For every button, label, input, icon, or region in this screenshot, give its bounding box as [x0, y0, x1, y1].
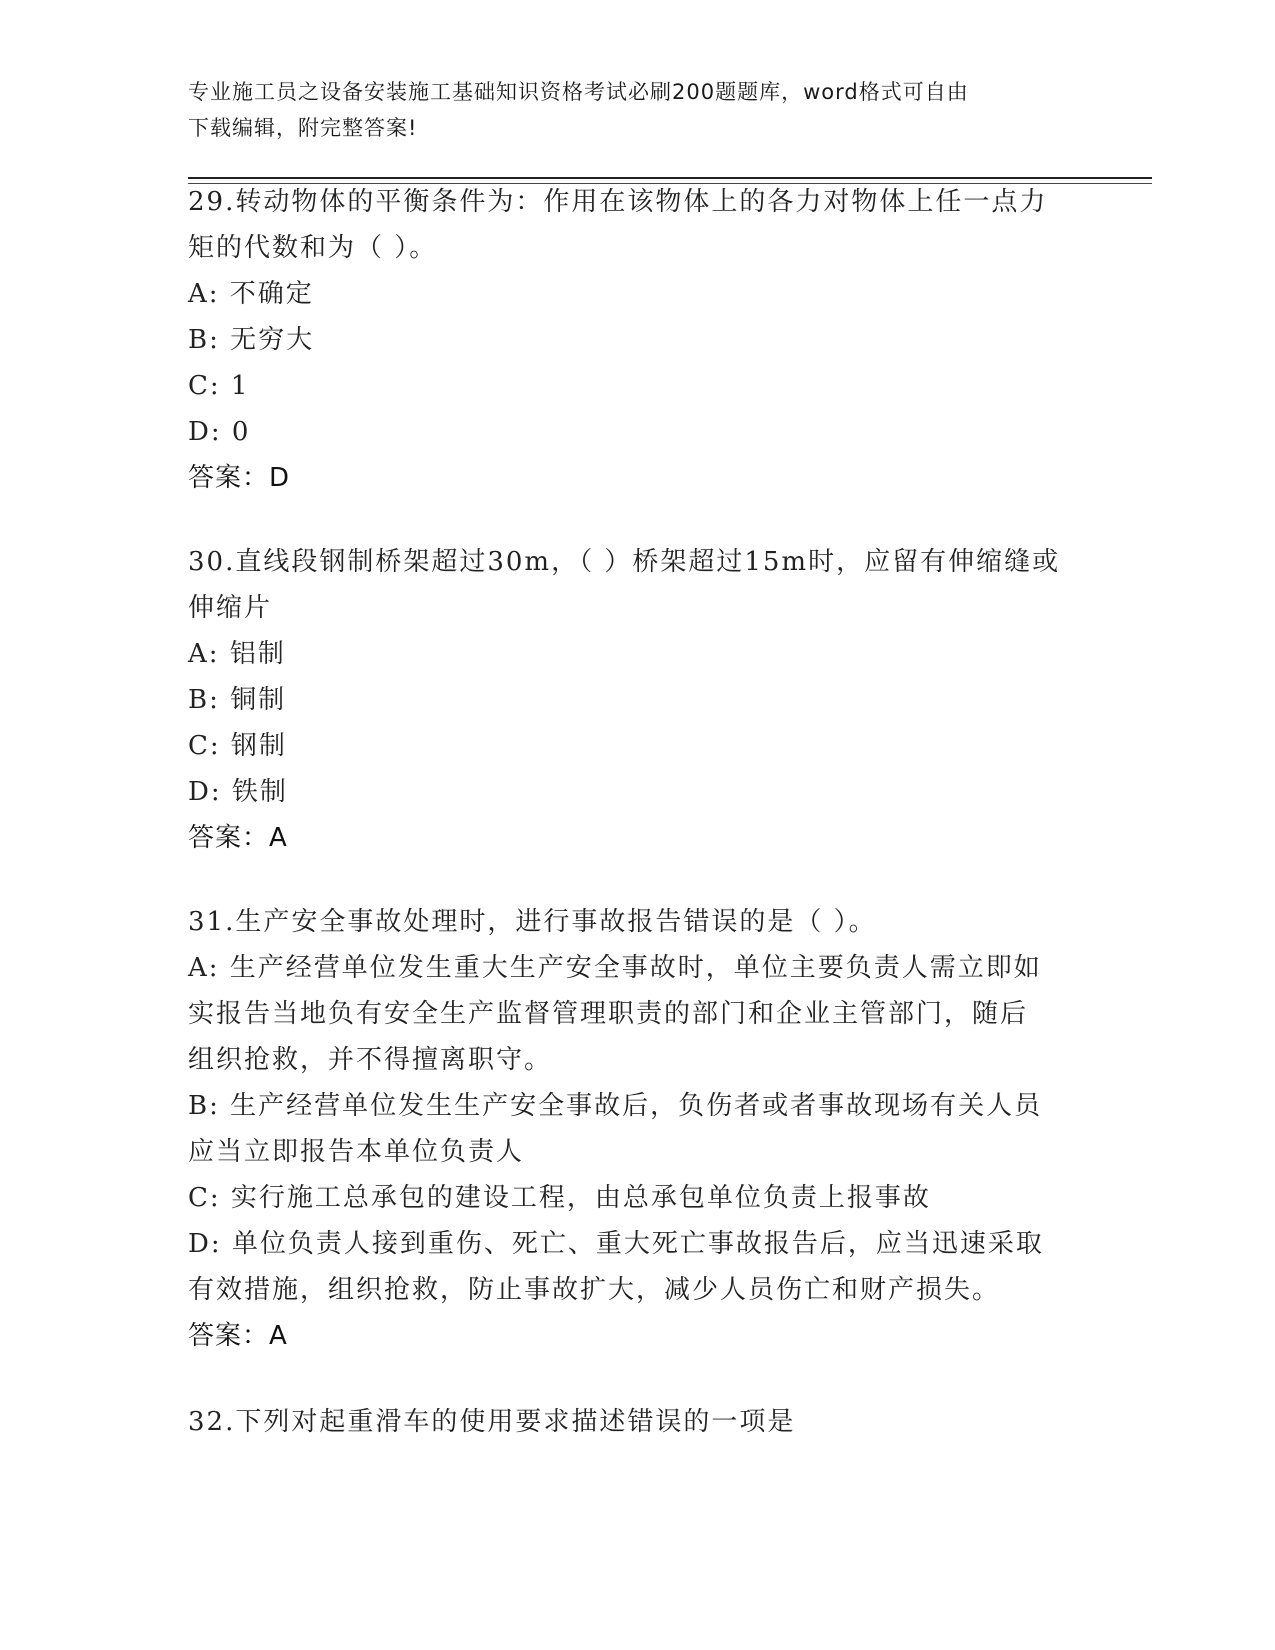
question-30	[188, 539, 1088, 861]
option-a-line: A: 生产经营单位发生重大生产安全事故时，单位主要负责人需立即如	[188, 953, 1042, 983]
answer-label: 答案：A	[188, 1321, 288, 1351]
option-d: D: 0	[188, 417, 251, 447]
header-line-1: 专业施工员之设备安装施工基础知识资格考试必刷200题题库，word格式可自由	[188, 80, 969, 104]
question-stem-line: 29.转动物体的平衡条件为：作用在该物体上的各力对物体上任一点力	[188, 187, 1048, 217]
option-b: B: 无穷大	[188, 325, 315, 355]
question-stem-line: 32.下列对起重滑车的使用要求描述错误的一项是	[188, 1407, 796, 1437]
option-d: D: 铁制	[188, 777, 288, 807]
option-b-line: 应当立即报告本单位负责人	[188, 1137, 525, 1167]
option-b: B: 铜制	[188, 685, 287, 715]
question-31	[188, 899, 1088, 1359]
option-a-line: 组织抢救，并不得擅离职守。	[188, 1045, 553, 1075]
option-c-line: C: 实行施工总承包的建设工程，由总承包单位负责上报事故	[188, 1183, 931, 1213]
option-a-line: 实报告当地负有安全生产监督管理职责的部门和企业主管部门，随后	[188, 999, 1029, 1029]
answer-label: 答案：A	[188, 823, 288, 853]
option-a: A: 不确定	[188, 279, 314, 309]
question-29	[188, 179, 1088, 501]
header-line-2: 下载编辑，附完整答案!	[188, 116, 418, 140]
question-stem-line: 矩的代数和为（ ）。	[188, 233, 438, 263]
option-c: C: 钢制	[188, 731, 287, 761]
option-a: A: 铝制	[188, 639, 286, 669]
option-b-line: B: 生产经营单位发生生产安全事故后，负伤者或者事故现场有关人员	[188, 1091, 1043, 1121]
question-stem-line: 31.生产安全事故处理时，进行事故报告错误的是（ ）。	[188, 907, 877, 937]
option-d-line: 有效措施，组织抢救，防止事故扩大，减少人员伤亡和财产损失。	[188, 1275, 1001, 1305]
question-stem-line: 伸缩片	[188, 593, 273, 623]
option-d-line: D: 单位负责人接到重伤、死亡、重大死亡事故报告后，应当迅速采取	[188, 1229, 1044, 1259]
document-header	[188, 74, 1088, 146]
question-32	[188, 1399, 1088, 1445]
question-stem-line: 30.直线段钢制桥架超过30m，（ ）桥架超过15m时，应留有伸缩缝或	[188, 547, 1061, 577]
answer-label: 答案：D	[188, 463, 291, 493]
option-c: C: 1	[188, 371, 250, 401]
